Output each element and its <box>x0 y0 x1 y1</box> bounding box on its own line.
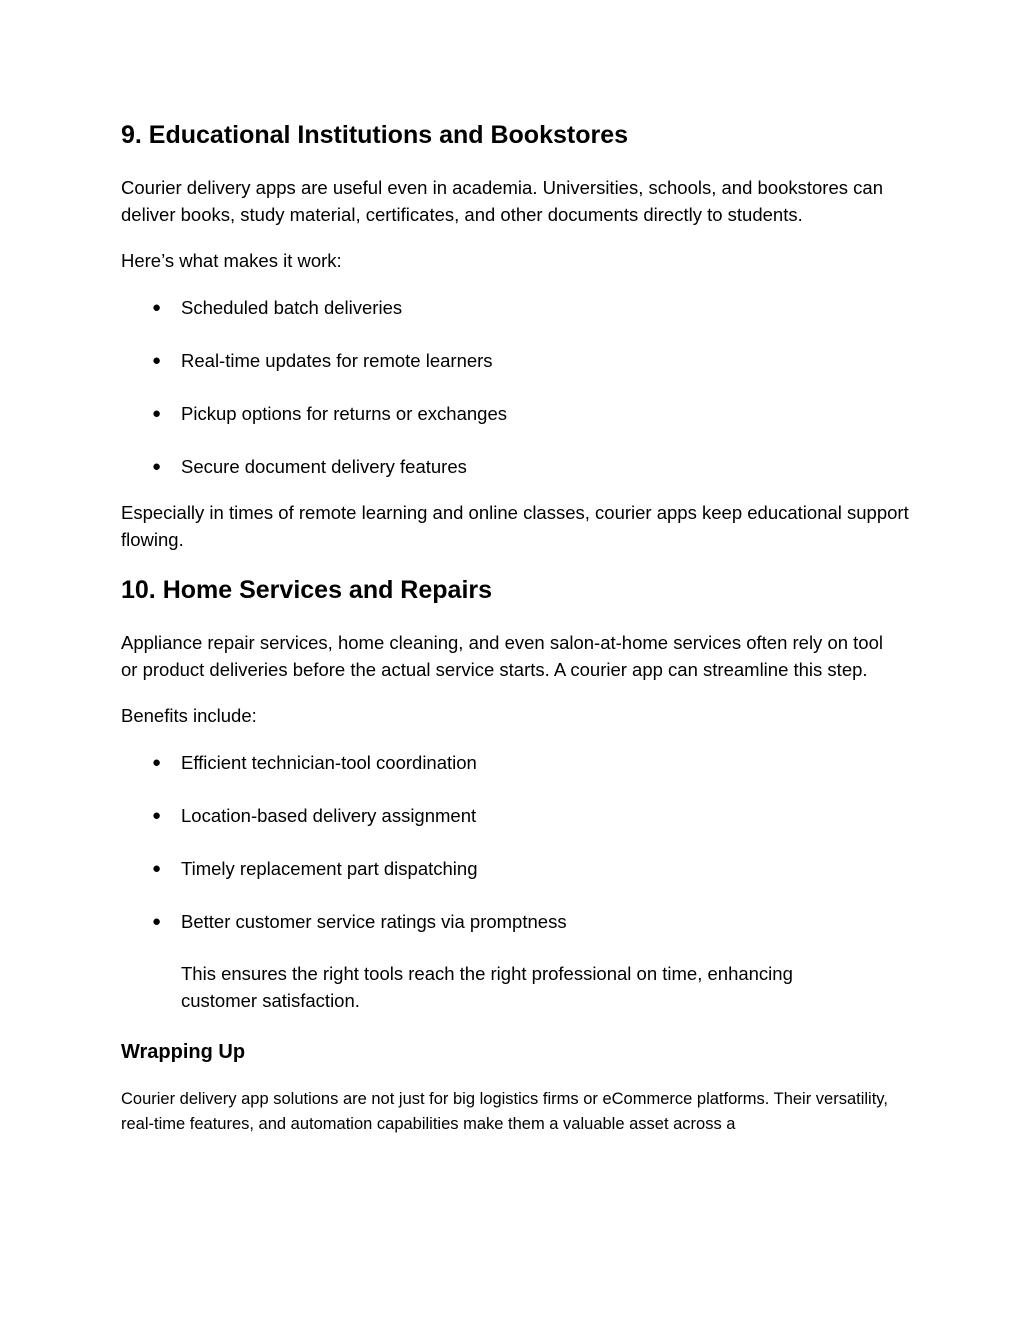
list-item-text: Pickup options for returns or exchanges <box>181 402 507 424</box>
section-10-heading: 10. Home Services and Repairs <box>121 576 493 604</box>
list-item <box>121 803 911 830</box>
document-page <box>121 118 911 1137</box>
bullet-icon: ● <box>152 912 162 930</box>
wrap-up-heading: Wrapping Up <box>121 1041 246 1063</box>
section-10-lead: Benefits include: <box>121 705 257 726</box>
list-item <box>121 909 911 936</box>
bullet-icon: ● <box>152 753 162 771</box>
list-item-text: Scheduled batch deliveries <box>181 296 403 318</box>
bullet-icon: ● <box>152 457 162 475</box>
bullet-icon: ● <box>152 404 162 422</box>
list-item-text: Better customer service ratings via promptness <box>181 910 567 932</box>
wrap-up-text: Courier delivery app solutions are not just for big logistics firms or eCommerce platforms. Their versatility, real-time features, and automation capabilities make them a valuable asset across a <box>121 1090 888 1133</box>
bullet-icon: ● <box>152 351 162 369</box>
list-item <box>121 295 911 322</box>
list-item <box>121 401 911 428</box>
bullet-icon: ● <box>152 806 162 824</box>
section-10-closing: This ensures the right tools reach the right professional on time, enhancing customer satisfaction. <box>181 963 793 1011</box>
section-9-heading: 9. Educational Institutions and Bookstores <box>121 121 629 149</box>
section-9-intro: Courier delivery apps are useful even in academia. Universities, schools, and bookstores can deliver books, study material, certificates, and other documents directly to students. <box>121 177 883 225</box>
list-item <box>121 454 911 481</box>
list-item-text: Location-based delivery assignment <box>181 804 477 826</box>
list-item-text: Real-time updates for remote learners <box>181 349 493 371</box>
section-10-intro: Appliance repair services, home cleaning, and even salon-at-home services often rely on tool or product deliveries before the actual service starts. A courier app can streamline this step. <box>121 632 883 680</box>
section-9-bullet-list <box>121 295 911 481</box>
list-item <box>121 750 911 777</box>
bullet-icon: ● <box>152 298 162 316</box>
section-10-bullet-list <box>121 750 911 936</box>
list-item-text: Timely replacement part dispatching <box>181 857 478 879</box>
section-9-lead: Here’s what makes it work: <box>121 250 342 271</box>
section-9-closing: Especially in times of remote learning and online classes, courier apps keep educational support flowing. <box>121 502 909 550</box>
list-item-text: Efficient technician-tool coordination <box>181 751 477 773</box>
list-item <box>121 856 911 883</box>
bullet-icon: ● <box>152 859 162 877</box>
list-item-text: Secure document delivery features <box>181 455 467 477</box>
list-item <box>121 348 911 375</box>
